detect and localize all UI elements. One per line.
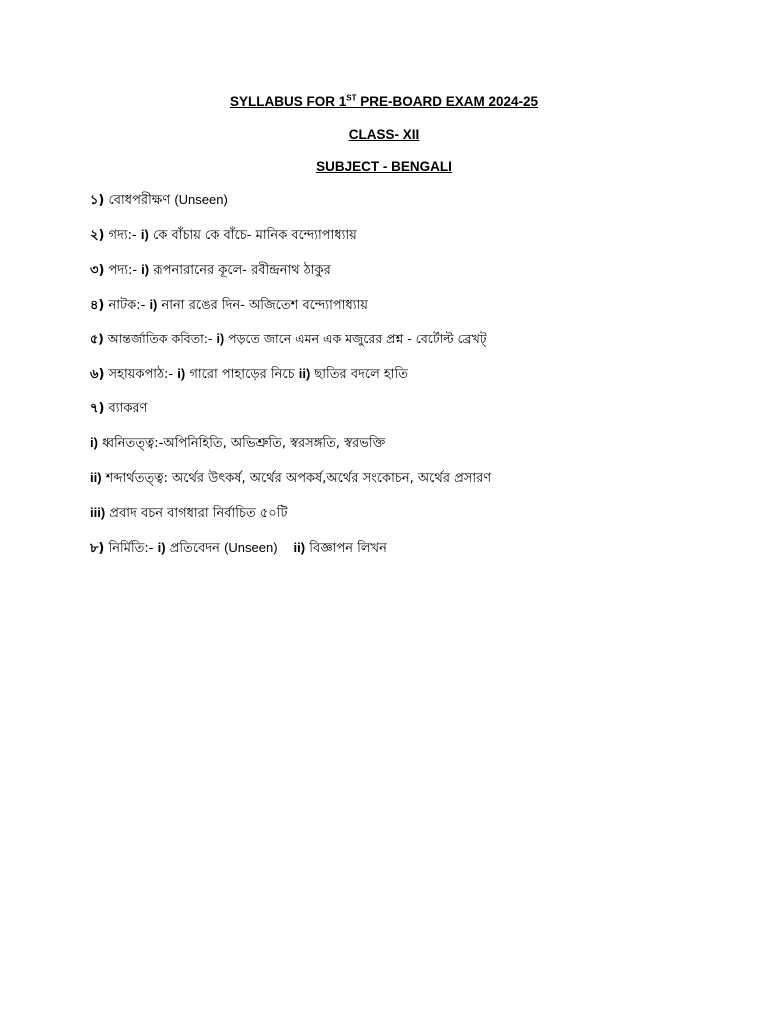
item-subnumber: i) [157,540,166,555]
item-text: সহায়কপাঠ:- [104,367,178,382]
grammar-subitem-3 [90,504,288,523]
item-number: ২) [90,228,105,243]
item-detail: পড়তে জানে এমন এক মজুরের প্রশ্ন - বের্টোল্ট ব্রেখট্ [224,331,487,346]
item-number: ১) [90,193,105,208]
item-number: ii) [90,470,102,485]
syllabus-item-5 [90,330,487,348]
item-detail-2: বিজ্ঞাপন লিখন [305,541,387,556]
item-subnumber: i) [177,366,186,381]
item-number: ৮) [90,541,105,556]
subject-heading: SUBJECT - BENGALI [316,159,452,174]
item-subnumber: i) [141,262,150,277]
item-subnumber: i) [149,297,158,312]
item-text: গদ্য:- [104,228,141,243]
item-text: পদ্য:- [104,263,142,278]
item-detail: কে বাঁচায় কে বাঁচে- মানিক বন্দ্যোপাধ্যায় [148,228,357,243]
syllabus-item-6 [90,365,408,384]
item-detail: রূপনারানের কূলে- রবীন্দ্রনাথ ঠাকুর [149,263,331,278]
item-number: iii) [90,505,106,520]
grammar-subitem-2 [90,469,491,488]
item-text: বোধপরীক্ষণ [104,193,175,208]
item-subnumber-2: ii) [298,366,311,381]
item-text: শব্দার্থতত্ত্ব: অর্থের উৎকর্ষ, অর্থের অপকর্ষ,অর্থের সংকোচন, অর্থের প্রসারণ [101,471,492,486]
item-subnumber: i) [140,227,149,242]
item-number: ৫) [90,331,104,346]
item-detail: নানা রঙের দিন- অজিতেশ বন্দ্যোপাধ্যায় [157,298,368,313]
item-number: ৬) [90,367,105,382]
item-text: প্রবাদ বচন বাগধারা নির্বাচিত ৫০টি [105,506,288,521]
grammar-subitem-1 [90,434,385,453]
syllabus-item-3 [90,261,331,280]
class-heading: CLASS- XII [348,127,420,142]
item-text: ধ্বনিতত্ত্ব:-অপিনিহিতি, অভিশ্রুতি, স্বরসঙ্গতি, স্বরভক্তি [97,436,386,451]
item-text: ব্যাকরণ [104,401,148,416]
item-text: আন্তর্জাতিক কবিতা:- [103,331,217,346]
syllabus-item-2 [90,226,357,245]
document-title [0,93,768,111]
title-superscript: ST [346,93,357,103]
title-text-rest: PRE-BOARD EXAM 2024-25 [356,94,539,109]
item-number: ৭) [90,401,105,416]
item-detail-2: ছাতির বদলে হাতি [310,367,408,382]
item-note: (Unseen) [174,192,228,207]
syllabus-item-8 [90,539,387,558]
item-number: ৪) [90,298,105,313]
item-text: নাটক:- [104,298,150,313]
item-number: ৩) [90,263,105,278]
syllabus-item-4 [90,296,368,315]
item-number: i) [90,435,98,450]
title-text: SYLLABUS FOR 1 [229,94,347,109]
item-detail: প্রতিবেদন [165,541,225,556]
item-note: (Unseen) [224,540,278,555]
syllabus-item-7 [90,400,147,418]
syllabus-item-1 [90,191,228,210]
item-detail: গারো পাহাড়ের নিচে [185,367,299,382]
item-subnumber: i) [216,332,225,346]
item-text: নির্মিতি:- [104,541,158,556]
item-subnumber-2: ii) [293,540,306,555]
